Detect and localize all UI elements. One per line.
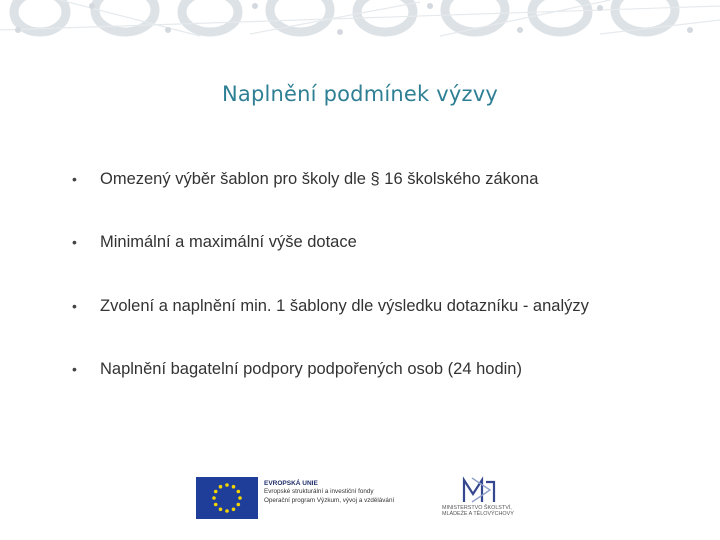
- network-pattern-banner: [0, 0, 720, 40]
- bullet-glyph: •: [72, 298, 77, 314]
- bullet-glyph: •: [72, 234, 77, 250]
- eu-caption: [264, 480, 444, 505]
- page-title: Naplnění podmínek výzvy: [222, 82, 498, 106]
- bullet-glyph: •: [72, 361, 77, 377]
- eu-flag-icon: [196, 477, 258, 519]
- eu-programme-line: Operační program Výzkum, vývoj a vzdělávání: [264, 496, 395, 504]
- list-item-text: Zvolení a naplnění min. 1 šablony dle výsledku dotazníku - analýzy: [100, 297, 589, 315]
- list-item: [72, 230, 692, 254]
- bullet-glyph: •: [72, 171, 77, 187]
- list-item: [72, 167, 692, 191]
- list-item-text: Naplnění bagatelní podpory podpořených osob (24 hodin): [100, 360, 522, 378]
- footer-logos: [196, 474, 536, 524]
- list-item: [72, 294, 692, 318]
- list-item: [72, 357, 692, 381]
- list-item-text: Omezený výběr šablon pro školy dle § 16 školského zákona: [100, 170, 539, 188]
- msmt-line-1: MINISTERSTVO ŠKOLSTVÍ,: [442, 505, 512, 511]
- list-item-text: Minimální a maximální výše dotace: [100, 233, 357, 251]
- eu-heading: EVROPSKÁ UNIE: [264, 480, 318, 487]
- eu-funds-line: Evropské strukturální a investiční fondy: [264, 488, 374, 496]
- msmt-line-2: MLÁDEŽE A TĚLOVÝCHOVY: [442, 511, 514, 518]
- msmt-caption: [442, 505, 532, 517]
